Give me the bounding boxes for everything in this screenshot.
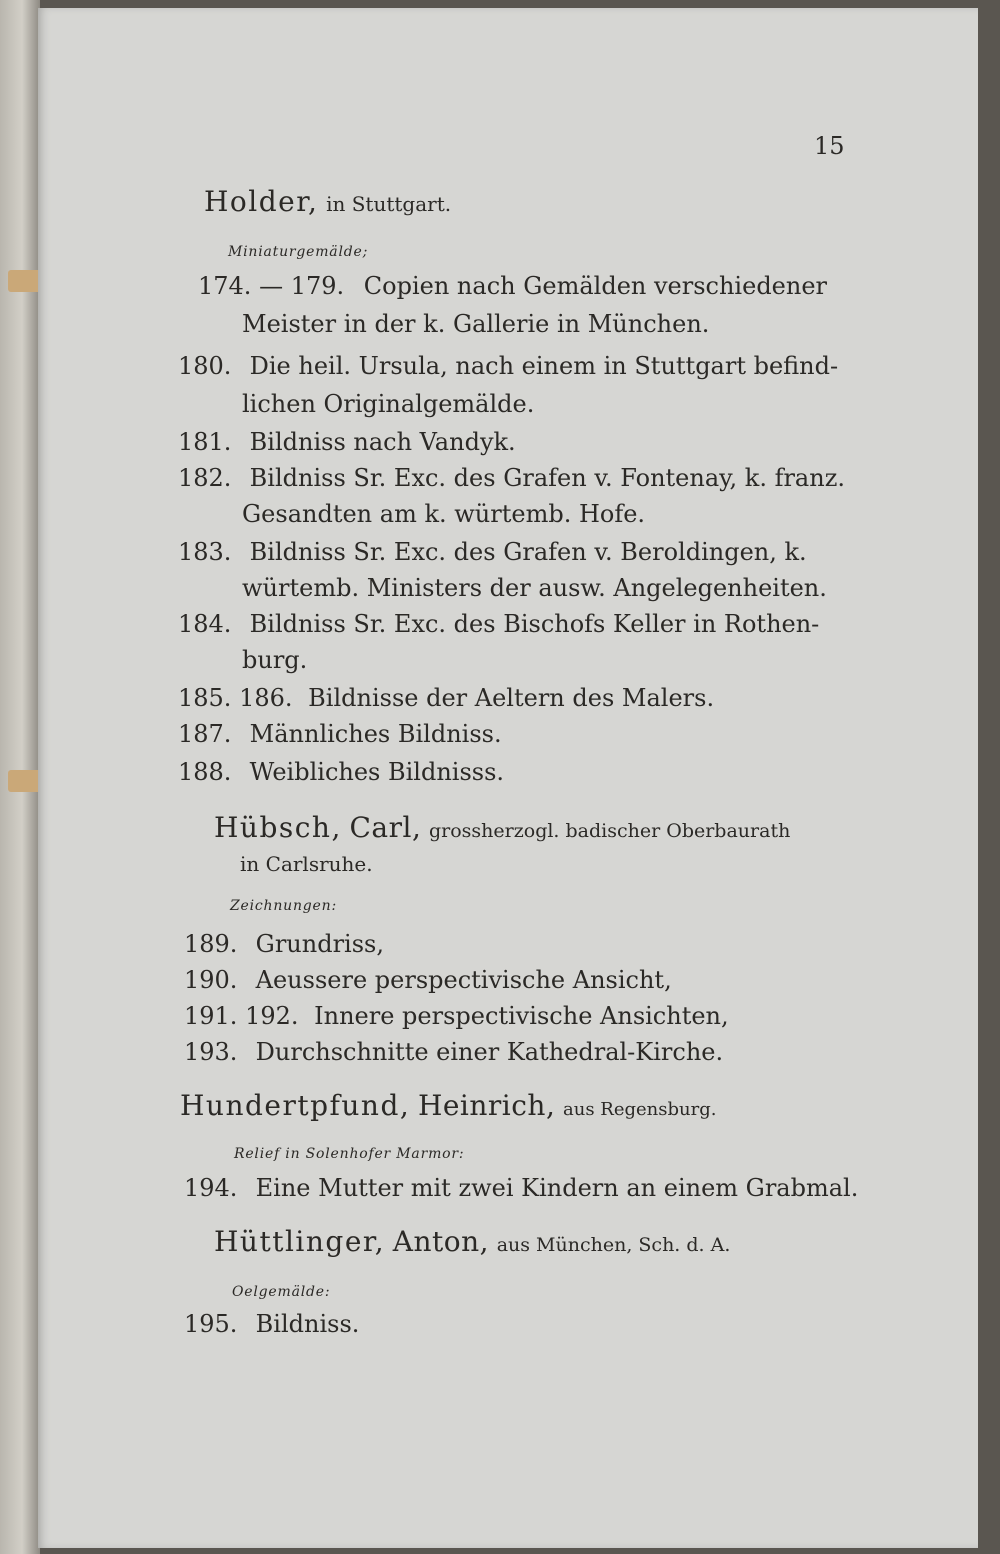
item-text: Bildniss nach Vandyk. xyxy=(249,428,516,456)
category-label: Zeichnungen: xyxy=(230,898,337,914)
catalog-item xyxy=(184,1002,729,1030)
item-number: 180. xyxy=(178,352,232,380)
facing-page-edge xyxy=(0,0,40,1554)
item-number: 184. xyxy=(178,610,232,638)
artist-place: aus Regensburg. xyxy=(563,1099,717,1120)
item-text: Bildniss Sr. Exc. des Bischofs Keller in Rothen- xyxy=(249,610,820,638)
item-text: Bildnisse der Aeltern des Malers. xyxy=(308,684,715,712)
catalog-item xyxy=(178,538,807,566)
item-text: Durchschnitte einer Kathedral-Kirche. xyxy=(255,1038,724,1066)
item-number: 195. xyxy=(184,1310,238,1338)
item-number: 188. xyxy=(178,758,232,786)
artist-name: Hüttlinger, xyxy=(214,1225,386,1258)
item-number: 191. 192. xyxy=(184,1002,299,1030)
item-text: Weibliches Bildnisss. xyxy=(249,758,505,786)
artist-heading-holder xyxy=(204,185,452,218)
item-number: 183. xyxy=(178,538,232,566)
artist-title: grossherzogl. badischer Oberbaurath xyxy=(429,820,791,842)
item-text: Die heil. Ursula, nach einem in Stuttgart befind- xyxy=(249,352,839,380)
catalog-item xyxy=(178,720,502,748)
artist-given-name: Heinrich, xyxy=(417,1089,556,1122)
item-number: 194. xyxy=(184,1174,238,1202)
catalog-item xyxy=(178,610,819,638)
catalog-item xyxy=(178,352,838,380)
item-number: 174. — 179. xyxy=(198,272,345,300)
artist-place: in Carlsruhe. xyxy=(240,852,373,876)
artist-name: Holder, xyxy=(204,185,319,218)
item-number: 181. xyxy=(178,428,232,456)
catalog-item xyxy=(178,428,516,456)
artist-name: Hübsch, xyxy=(214,811,342,844)
item-text-continued: Gesandten am k. würtemb. Hofe. xyxy=(242,500,646,528)
category-label: Miniaturgemälde; xyxy=(228,244,369,260)
category-label: Oelgemälde: xyxy=(232,1284,331,1300)
catalog-item xyxy=(184,1038,723,1066)
catalog-item xyxy=(184,966,672,994)
book-page xyxy=(38,8,978,1548)
artist-heading-hundertpfund xyxy=(180,1089,717,1124)
catalog-item xyxy=(178,684,714,712)
item-text: Aeussere perspectivische Ansicht, xyxy=(255,966,672,994)
catalog-item xyxy=(184,930,384,958)
item-text: Bildniss Sr. Exc. des Grafen v. Fontenay, k. franz. xyxy=(249,464,845,492)
item-number: 185. 186. xyxy=(178,684,293,712)
item-number: 182. xyxy=(178,464,232,492)
item-text: Bildniss Sr. Exc. des Grafen v. Beroldingen, k. xyxy=(249,538,807,566)
artist-given-name: Carl, xyxy=(349,811,422,844)
catalog-item xyxy=(178,464,845,492)
artist-heading-huettlinger xyxy=(214,1225,731,1259)
item-number: 187. xyxy=(178,720,232,748)
catalog-item xyxy=(178,758,504,786)
category-label: Relief in Solenhofer Marmor: xyxy=(234,1146,465,1162)
item-number: 193. xyxy=(184,1038,238,1066)
item-text: Grundriss, xyxy=(255,930,384,958)
page-number: 15 xyxy=(814,132,845,160)
item-number: 190. xyxy=(184,966,238,994)
item-text: Männliches Bildniss. xyxy=(249,720,502,748)
item-text: Innere perspectivische Ansichten, xyxy=(314,1002,729,1030)
item-text: Bildniss. xyxy=(255,1310,360,1338)
catalog-item xyxy=(184,1310,359,1338)
artist-place: aus München, Sch. d. A. xyxy=(496,1234,731,1256)
artist-given-name: Anton, xyxy=(392,1225,490,1258)
item-number: 189. xyxy=(184,930,238,958)
artist-place: in Stuttgart. xyxy=(326,192,452,216)
item-text: Eine Mutter mit zwei Kindern an einem Grabmal. xyxy=(255,1174,859,1202)
item-text-continued: lichen Originalgemälde. xyxy=(242,390,535,418)
item-text-continued: burg. xyxy=(242,646,308,674)
item-text-continued: würtemb. Ministers der ausw. Angelegenheiten. xyxy=(242,574,827,602)
artist-heading-huebsch xyxy=(214,811,791,845)
artist-name: Hundertpfund, xyxy=(180,1089,411,1122)
catalog-item xyxy=(184,1174,858,1202)
item-text-continued: Meister in der k. Gallerie in München. xyxy=(242,310,710,338)
catalog-item xyxy=(198,272,827,300)
item-text: Copien nach Gemälden verschiedener xyxy=(363,272,828,300)
